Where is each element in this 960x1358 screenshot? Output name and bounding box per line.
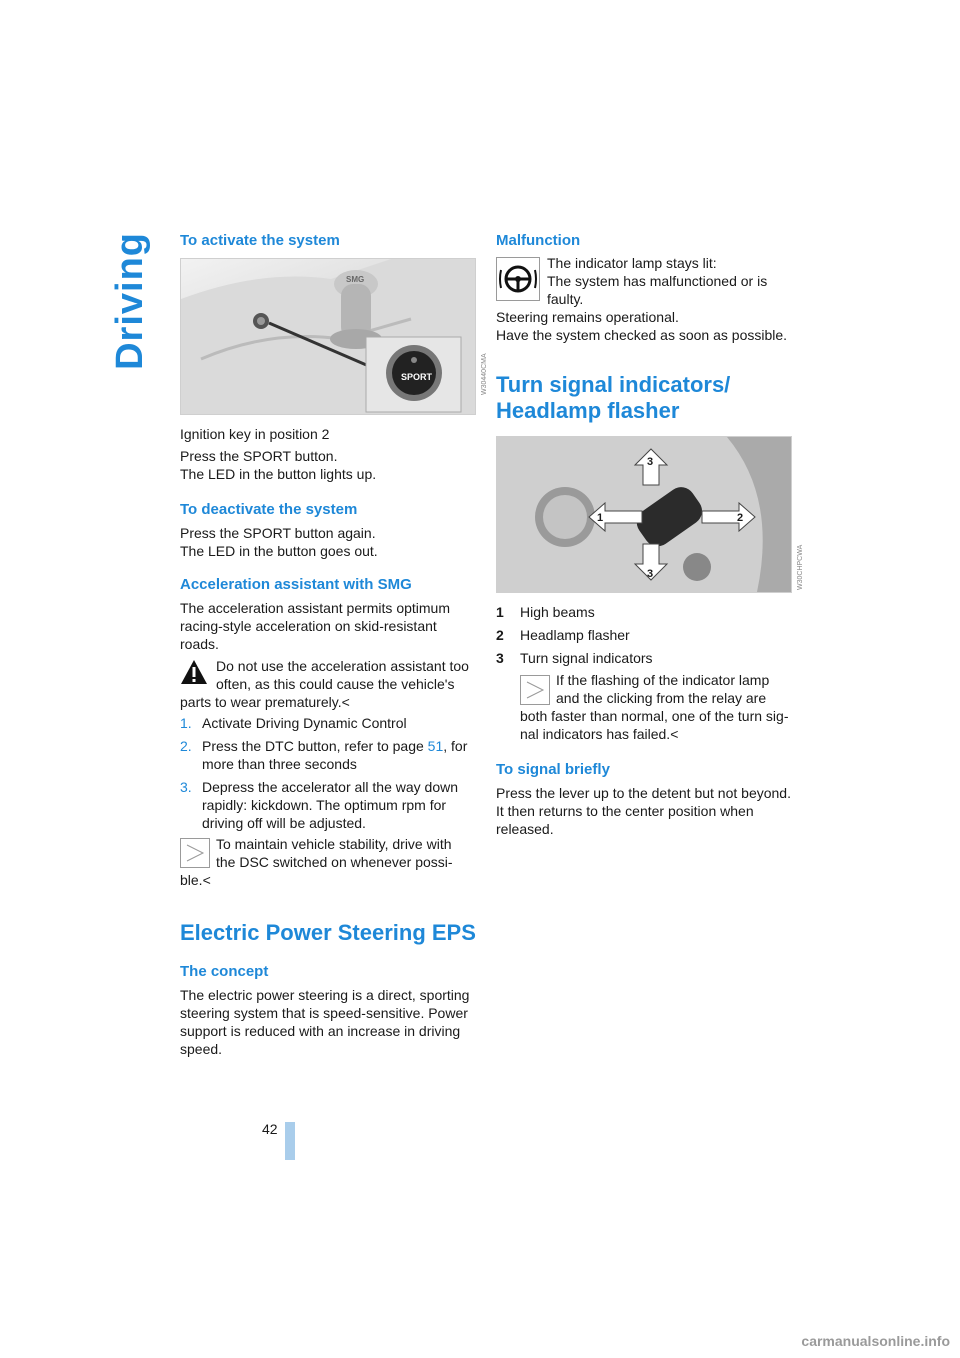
turn-note	[496, 671, 796, 743]
accel-warning	[180, 657, 476, 711]
page-marker-bar	[285, 1122, 295, 1160]
malfunction-line-4: Steering remains operational.	[496, 309, 679, 325]
concept-heading: The concept	[180, 963, 269, 980]
turn-note-line-1: If the flashing of the indicator lamp	[556, 672, 770, 688]
malfunction-line-5: Have the system checked as soon as possible.	[496, 327, 788, 343]
eps-heading: Electric Power Steering EPS	[180, 920, 476, 945]
turn-signal-section	[496, 372, 796, 424]
step-3	[180, 778, 476, 796]
smg-label: SMG	[346, 275, 365, 284]
item-number: 1	[496, 604, 504, 620]
turn-list	[496, 603, 792, 667]
step-number: 3.	[180, 779, 192, 795]
note-line-3: ble.	[180, 872, 203, 888]
step-number: 1.	[180, 715, 192, 731]
warning-line-1: Do not use the acceleration assistant too	[216, 658, 469, 674]
left-column	[180, 231, 476, 251]
step-2	[180, 737, 476, 755]
step-text: Depress the accelerator all the way down	[202, 779, 459, 795]
note-line-2: the DSC switched on whenever possi-	[216, 854, 453, 870]
step-2-cont: more than three seconds	[202, 756, 357, 772]
warning-line-3: parts to wear prematurely.	[180, 694, 342, 710]
sport-label: SPORT	[401, 372, 433, 382]
item-number: 2	[496, 627, 504, 643]
image-code-2: W30CHPCWA	[797, 544, 804, 590]
deactivate-line-2: The LED in the button goes out.	[180, 543, 378, 559]
list-item	[496, 603, 792, 621]
item-label: Turn signal indicators	[520, 650, 653, 666]
turn-heading-line-2: Headlamp flasher	[496, 398, 680, 423]
arrow-label-3-bottom: 3	[647, 568, 654, 580]
note-line-1: To maintain vehicle stability, drive with	[216, 836, 452, 852]
deactivate-heading: To deactivate the system	[180, 501, 358, 518]
warning-line-2: often, as this could cause the vehicle's	[216, 676, 455, 692]
step-text: Activate Driving Dynamic Control	[202, 715, 407, 731]
end-mark: <	[202, 872, 211, 888]
section-side-title: Driving	[109, 232, 151, 370]
dsc-note	[180, 835, 476, 889]
list-item	[496, 649, 792, 667]
arrow-label-3-top: 3	[647, 456, 654, 468]
malfunction-section	[496, 231, 792, 251]
concept-text: The electric power steering is a direct, sporting steering system that is speed-sensitive. Power support is reduced with an increase in driving speed.	[180, 987, 470, 1057]
turn-note-line-4: nal indicators has failed.	[520, 726, 671, 742]
brief-text: Press the lever up to the detent but not beyond. It then returns to the center position when released.	[496, 785, 791, 837]
step-text: Press the DTC button, refer to page	[202, 738, 428, 754]
page-link[interactable]: 51	[427, 738, 444, 754]
malfunction-line-2: The system has malfunctioned or is	[547, 273, 768, 289]
deactivate-line-1: Press the SPORT button again.	[180, 525, 376, 541]
item-label: High beams	[520, 604, 595, 620]
eps-section	[180, 920, 480, 1058]
malfunction-line-1: The indicator lamp stays lit:	[547, 255, 717, 271]
activate-text	[180, 425, 476, 483]
activate-line-2: Press the SPORT button.	[180, 448, 338, 464]
step-text: , for	[443, 738, 468, 754]
brief-section	[496, 760, 792, 838]
end-mark: <	[670, 726, 679, 742]
brief-heading: To signal briefly	[496, 761, 610, 778]
accel-section	[180, 575, 476, 653]
step-1	[180, 714, 476, 732]
arrow-label-2: 2	[737, 512, 744, 524]
turn-signal-image	[496, 436, 792, 593]
sport-button-image	[180, 258, 476, 415]
accel-steps	[180, 714, 476, 832]
turn-note-line-3: both faster than normal, one of the turn sig-	[520, 708, 789, 724]
activate-line-3: The LED in the button lights up.	[180, 466, 377, 482]
end-mark: <	[341, 694, 350, 710]
item-number: 3	[496, 650, 504, 666]
turn-signal-illustration	[497, 437, 791, 592]
accel-intro: The acceleration assistant permits optimum racing-style acceleration on skid-resistant roads.	[180, 600, 450, 652]
malfunction-text	[496, 254, 792, 344]
step-3-cont-1: rapidly: kickdown. The optimum rpm for	[202, 797, 447, 813]
footer-watermark: carmanualsonline.info	[801, 1333, 950, 1349]
activate-heading: To activate the system	[180, 232, 340, 249]
turn-heading-line-1: Turn signal indicators/	[496, 372, 731, 397]
malfunction-heading: Malfunction	[496, 232, 581, 249]
accel-heading: Acceleration assistant with SMG	[180, 576, 412, 593]
deactivate-section	[180, 500, 476, 560]
item-label: Headlamp flasher	[520, 627, 630, 643]
activate-line-1: Ignition key in position 2	[180, 426, 330, 442]
page-number: 42	[262, 1121, 278, 1137]
step-3-cont-2: driving off will be adjusted.	[202, 815, 366, 831]
step-number: 2.	[180, 738, 192, 754]
turn-note-line-2: and the clicking from the relay are	[556, 690, 767, 706]
malfunction-line-3: faulty.	[547, 291, 584, 307]
image-code-1: W30440CMA	[481, 353, 488, 395]
list-item	[496, 626, 792, 644]
console-illustration	[181, 259, 475, 414]
arrow-label-1: 1	[597, 512, 604, 524]
